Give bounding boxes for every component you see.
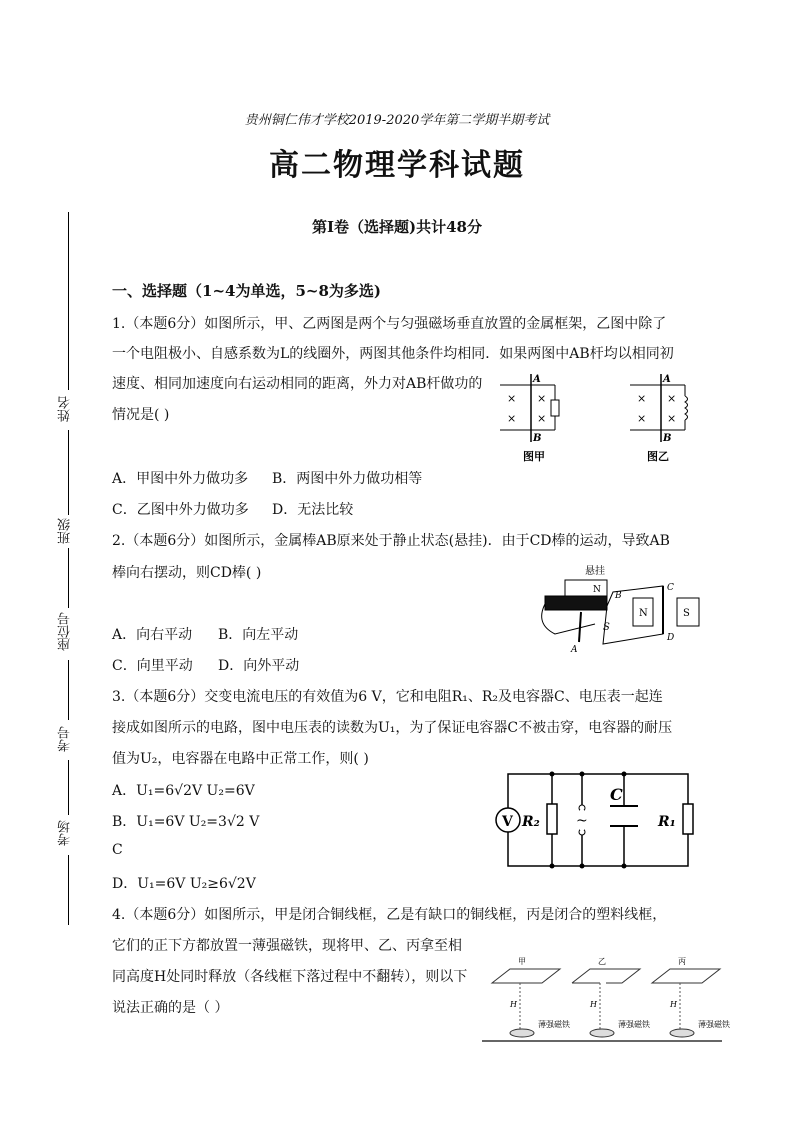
q1-line2: 一个电阻极小、自感系数为L的线圈外，两图其他条件均相同．如果两图中AB杆均以相同初 (112, 346, 674, 362)
q4-line1: 4.（本题6分）如图所示，甲是闭合铜线框，乙是有缺口的铜线框，丙是闭合的塑料线框， (112, 907, 667, 923)
q1-option-d: D．无法比较 (272, 502, 354, 518)
sidebar-class-label: 班级 (58, 518, 73, 544)
q3-line1: 3.（本题6分）交变电流电压的有效值为6 V，它和电阻R₁、R₂及电容器C、电压表一起连 (112, 689, 663, 705)
q1-line3: 速度、相同加速度向右运动相同的距离，外力对AB杆做功的 (112, 376, 483, 392)
q1-option-a: A．甲图中外力做功多 (112, 471, 249, 487)
cross-mark: × (537, 392, 547, 405)
q3-option-c: C (112, 842, 123, 858)
magnet-label: 薄强磁铁 (538, 1020, 570, 1029)
q1-option-b: B．两图中外力做功相等 (272, 471, 423, 487)
cross-mark: × (537, 412, 547, 425)
magnet-label: 薄强磁铁 (698, 1020, 730, 1029)
magnet-s: S (603, 622, 610, 633)
frame-jia-label: 甲 (518, 957, 526, 966)
binding-line (68, 660, 69, 720)
volume-heading: 第I卷（选择题)共计48分 (312, 218, 482, 236)
q2-figure (535, 560, 710, 655)
section-heading: 一、选择题（1~4为单选，5~8为多选) (112, 282, 381, 300)
binding-line (68, 430, 69, 515)
magnet-label: 薄强磁铁 (618, 1020, 650, 1029)
binding-line (68, 760, 69, 815)
cross-mark: × (507, 392, 517, 405)
q3-option-d: D．U₁=6V U₂≥6√2V (112, 876, 256, 892)
q4-frame-yi (572, 957, 650, 1037)
q4-line4: 说法正确的是（ ） (112, 1000, 229, 1016)
cross-mark: × (667, 412, 677, 425)
label-b: B (663, 433, 672, 444)
label-b: B (533, 433, 542, 444)
capacitor-label: C (610, 785, 623, 804)
q2-line2: 棒向右摆动，则CD棒( ) (112, 565, 262, 581)
school-header: 贵州铜仁伟才学校2019-2020学年第二学期半期考试 (244, 113, 550, 128)
ac-source-symbol: ~ (576, 813, 588, 829)
magnet-n2: N (639, 608, 648, 619)
binding-line (68, 855, 69, 925)
cross-mark: × (667, 392, 677, 405)
q4-figure (482, 955, 730, 1050)
fig-jia-caption: 图甲 (523, 450, 545, 463)
cross-mark: × (637, 412, 647, 425)
q4-line2: 它们的正下方都放置一薄强磁铁，现将甲、乙、丙拿至相 (112, 938, 462, 954)
binding-line (68, 212, 69, 390)
r2-label: R₂ (522, 814, 540, 830)
q2-line1: 2.（本题6分）如图所示，金属棒AB原来处于静止状态(悬挂)．由于CD棒的运动，导致AB (112, 533, 670, 549)
q1-figure (495, 370, 705, 465)
magnet-n: N (593, 585, 601, 595)
frame-yi-label: 乙 (598, 957, 606, 966)
label-a: A (533, 374, 541, 385)
q1-option-c: C．乙图中外力做功多 (112, 502, 249, 518)
q3-option-a: A．U₁=6√2V U₂=6V (112, 783, 255, 799)
height-label: H (670, 1000, 677, 1009)
binding-line (68, 548, 69, 608)
q1-fig-yi (630, 374, 688, 463)
q2-option-b: B．向左平动 (218, 627, 299, 643)
label-a2: A (571, 645, 578, 655)
q3-line2: 接成如图所示的电路，图中电压表的读数为U₁，为了保证电容器C不被击穿，电容器的耐压 (112, 720, 673, 736)
q1-line1: 1.（本题6分）如图所示，甲、乙两图是两个与匀强磁场垂直放置的金属框架，乙图中除了 (112, 316, 667, 332)
voltmeter-label: V (502, 814, 513, 830)
label-b2: B (615, 591, 622, 601)
q3-option-b: B．U₁=6V U₂=3√2 V (112, 814, 260, 830)
q3-line3: 值为U₂，电容器在电路中正常工作，则( ) (112, 751, 369, 767)
label-a: A (663, 374, 671, 385)
cross-mark: × (637, 392, 647, 405)
frame-bing-label: 丙 (678, 957, 686, 966)
hang-label: 悬挂 (585, 566, 605, 577)
height-label: H (510, 1000, 517, 1009)
q4-frame-jia (492, 957, 570, 1037)
q4-line3: 同高度H处同时释放（各线框下落过程中不翻转），则以下 (112, 969, 468, 985)
sidebar-seat-label: 座位号 (58, 612, 73, 651)
fig-yi-caption: 图乙 (647, 450, 669, 463)
q1-fig-jia (500, 374, 559, 463)
q2-option-c: C．向里平动 (112, 658, 193, 674)
sidebar-room-label: 考场 (58, 820, 73, 846)
label-d: D (667, 633, 675, 643)
page-title: 高二物理学科试题 (269, 148, 525, 183)
q2-option-d: D．向外平动 (218, 658, 300, 674)
cross-mark: × (507, 412, 517, 425)
q1-line4: 情况是( ) (112, 407, 170, 423)
q3-circuit (492, 770, 712, 870)
sidebar-examno-label: 考号 (58, 726, 73, 752)
magnet-s2: S (683, 608, 690, 619)
q4-frame-bing (652, 957, 730, 1037)
label-c: C (667, 583, 674, 593)
q2-option-a: A．向右平动 (112, 627, 193, 643)
r1-label: R₁ (658, 814, 676, 830)
sidebar-name-label: 姓名 (58, 396, 73, 422)
height-label: H (590, 1000, 597, 1009)
